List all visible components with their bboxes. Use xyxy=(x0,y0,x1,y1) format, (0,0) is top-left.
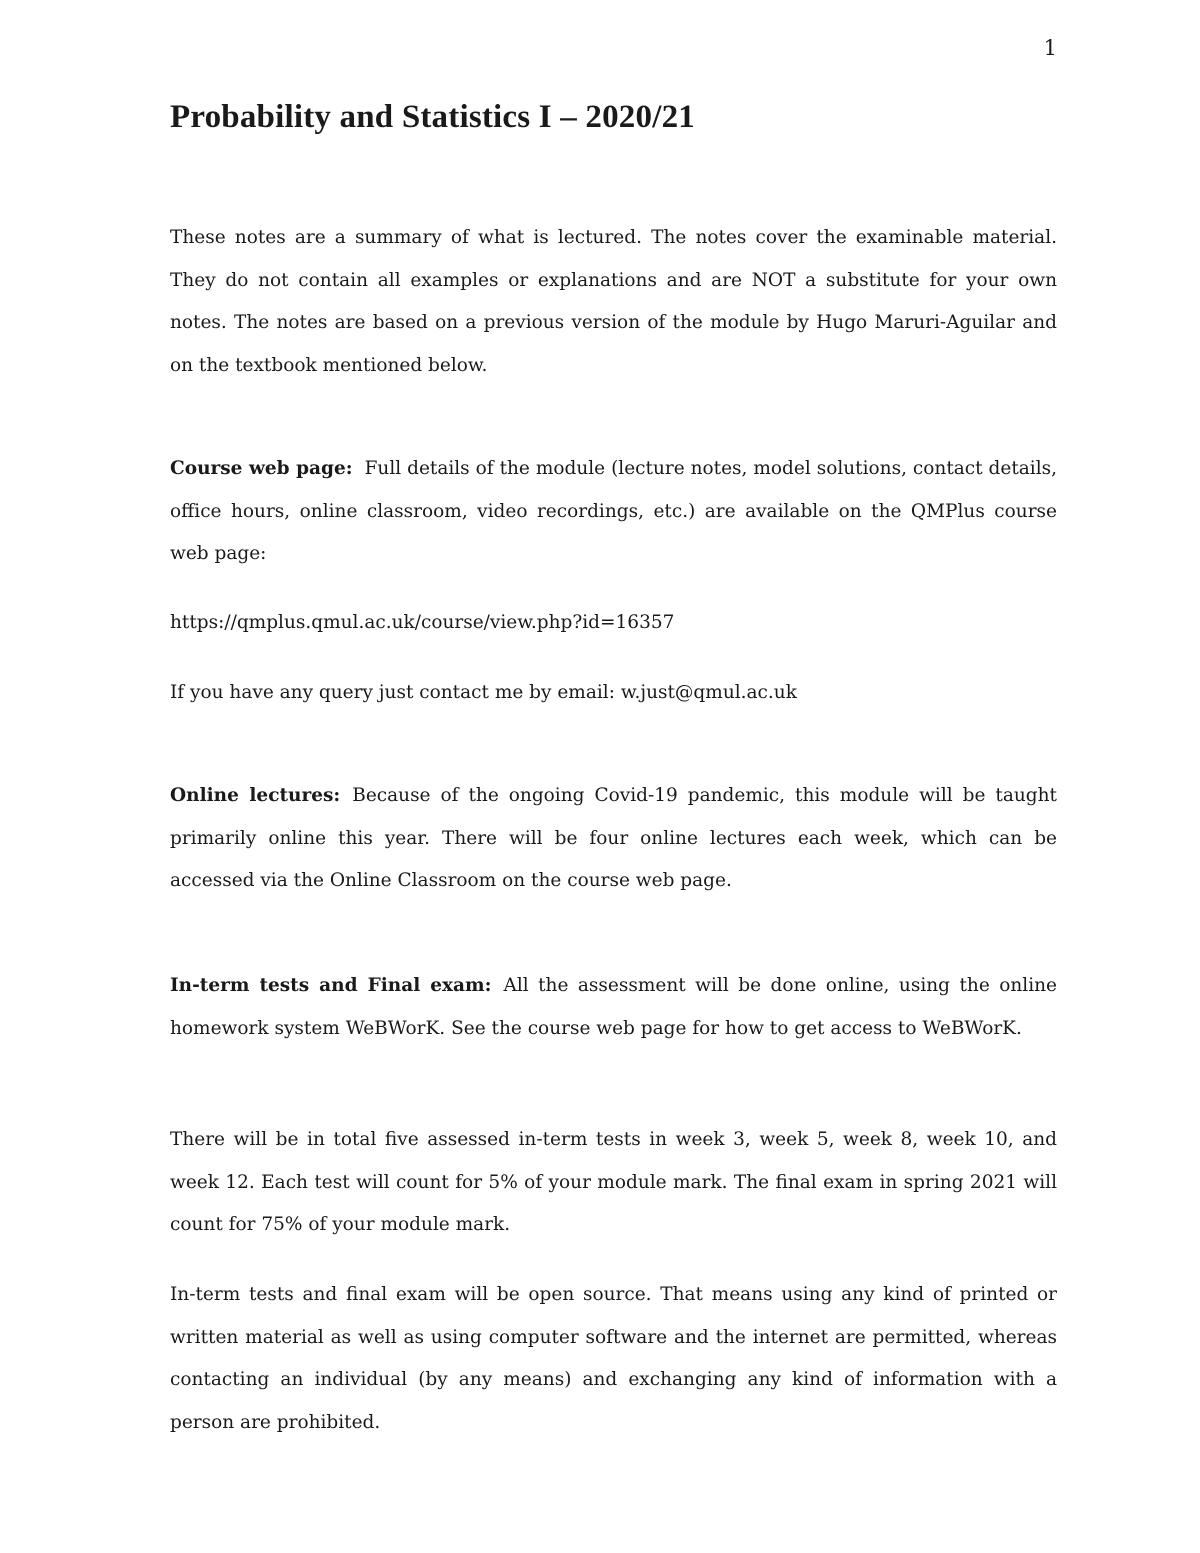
document-title: Probability and Statistics I – 2020/21 xyxy=(170,99,695,135)
assessment-heading: In-term tests and Final exam: xyxy=(170,975,492,996)
test-counts-paragraph: There will be in total five assessed in-term tests in week 3, week 5, week 8, week 10, and week 12. Each test will count for 5% of your module mark. The final exam in spring 2021 will count for 75% of your module mark. xyxy=(170,1129,1057,1235)
online-lectures-paragraph xyxy=(170,775,1057,903)
course-url[interactable]: https://qmplus.qmul.ac.uk/course/view.php?id=16357 xyxy=(170,612,675,633)
assessment-paragraph xyxy=(170,965,1057,1050)
intro-paragraph: These notes are a summary of what is lectured. The notes cover the examinable material. They do not contain all examples or explanations and are NOT a substitute for your own notes. The notes are based on a previous version of the module by Hugo Maruri-Aguilar and on the textbook mentioned below. xyxy=(170,227,1057,376)
open-source-paragraph: In-term tests and final exam will be open source. That means using any kind of printed or written material as well as using computer software and the internet are permitted, whereas contacting an individual (by any means) and exchanging any kind of information with a person are prohibited. xyxy=(170,1284,1057,1433)
page-number: 1 xyxy=(1043,36,1057,60)
online-lectures-heading: Online lectures: xyxy=(170,785,341,806)
online-lectures-text: Because of the ongoing Covid-19 pandemic, this module will be taught primarily online this year. There will be four online lectures each week, which can be accessed via the Online Classroom on the course web page. xyxy=(170,785,1057,891)
contact-paragraph: If you have any query just contact me by email: w.just@qmul.ac.uk xyxy=(170,682,797,703)
assessment-text: All the assessment will be done online, using the online homework system WeBWorK. See the course web page for how to get access to WeBWorK. xyxy=(170,975,1057,1039)
course-web-page-paragraph xyxy=(170,448,1057,576)
course-web-page-text: Full details of the module (lecture notes, model solutions, contact details, office hours, online classroom, video recordings, etc.) are available on the QMPlus course web page: xyxy=(170,458,1057,564)
course-web-page-heading: Course web page: xyxy=(170,458,353,479)
